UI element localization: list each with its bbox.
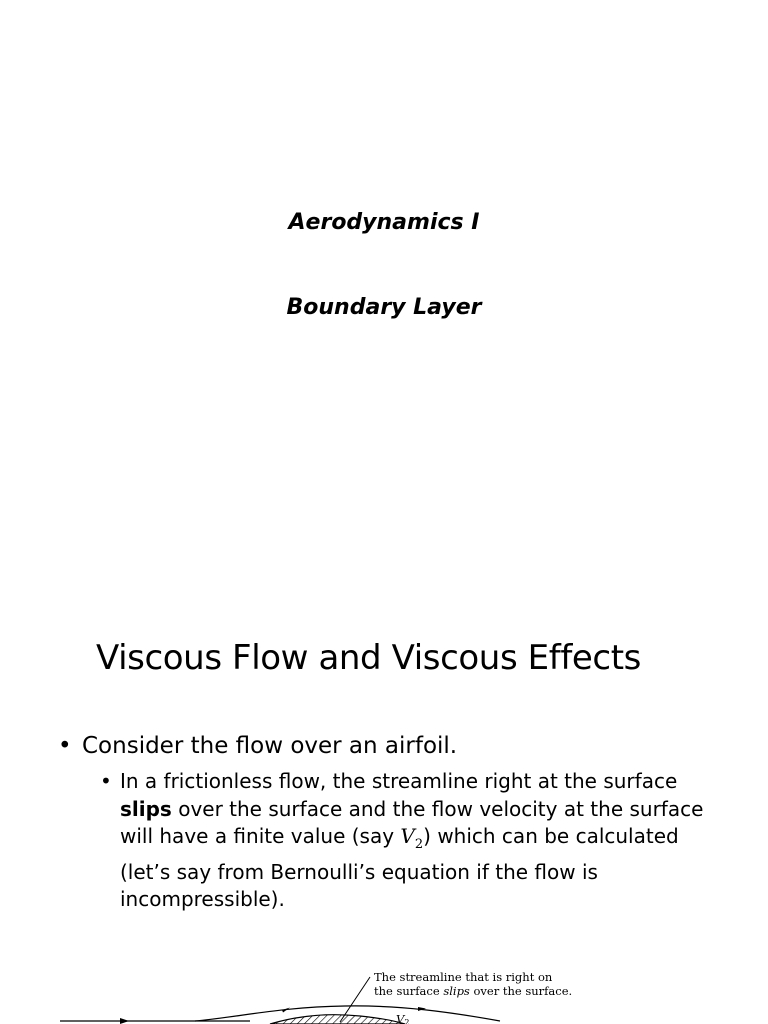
bullet-marker: • [58,733,72,759]
bullet-marker: • [100,769,112,793]
velocity-symbol: $V_2$ [400,824,424,852]
topic-title: Boundary Layer [286,295,482,320]
slide-heading: Viscous Flow and Viscous Effects [96,638,641,678]
emphasis-slips: slips [120,796,172,821]
sub-bullet-text [120,768,710,914]
callout-text-line2: the surface slips over the surface. [374,984,573,998]
sub-bullet-text-part2: over the surface and the flow velocity at the surface will have a finite value (say [120,796,704,848]
airfoil-surface [270,1015,405,1024]
callout-text-line1: The streamline that is right on [374,970,553,984]
bullet-text: Consider the flow over an airfoil. [82,733,458,759]
sub-bullet-item [100,768,710,914]
sub-bullet-text-part1: In a frictionless flow, the streamline right at the surface [120,769,678,793]
velocity-label: V2 [396,1012,410,1024]
sub-bullet-text-part3: ) which can be calculated (let’s say from Bernoulli’s equation if the flow is incompressible). [120,824,679,911]
bullet-item [58,733,457,759]
content-slide [0,600,768,1024]
airfoil-flow-figure [0,960,768,1024]
course-title: Aerodynamics I [288,210,480,235]
